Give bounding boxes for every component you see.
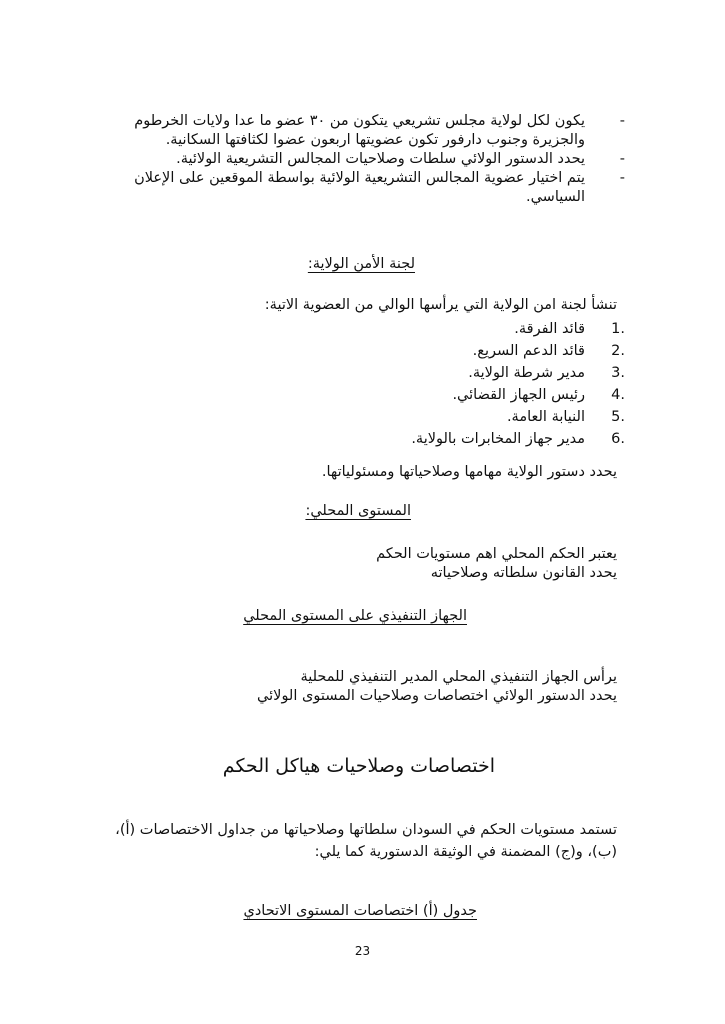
list-item-number: 3.	[611, 365, 625, 381]
list-item	[105, 150, 625, 169]
list-item-number: 2.	[611, 343, 625, 359]
bullet-dash: -	[619, 151, 625, 167]
list-item-text: قائد الفرقة.	[514, 321, 585, 337]
page-number: 23	[354, 944, 371, 958]
list-item-text: النيابة العامة.	[506, 409, 585, 425]
list-item-number: 6.	[611, 431, 625, 447]
list-item	[105, 340, 625, 362]
competence-paragraph: تستمد مستويات الحكم في السودان سلطاتها وصلاحياتها من جداول الاختصاصات (أ)، (ب)، و(ج) المضمنة في الوثيقة الدستورية كما يلي:	[115, 822, 617, 860]
list-item-text: قائد الدعم السريع.	[472, 343, 585, 359]
local-line-1: يعتبر الحكم المحلي اهم مستويات الحكم	[376, 546, 617, 562]
list-item	[105, 169, 625, 207]
intro-bullet-list	[105, 112, 625, 207]
bullet-dash: -	[619, 113, 625, 129]
list-item	[105, 406, 625, 428]
exec-line-1: يرأس الجهاز التنفيذي المحلي المدير التنفيذي للمحلية	[300, 669, 617, 685]
list-item-text: يحدد الدستور الولائي سلطات وصلاحيات المجالس التشريعية الولائية.	[176, 151, 585, 167]
table-a-heading: جدول (أ) اختصاصات المستوى الاتحادي	[243, 903, 477, 919]
bullet-dash: -	[619, 170, 625, 186]
list-item	[105, 362, 625, 384]
list-item-text: مدير جهاز المخابرات بالولاية.	[411, 431, 585, 447]
list-item-text: يتم اختيار عضوية المجالس التشريعية الولائية بواسطة الموقعين على الإعلان السياسي.	[134, 170, 585, 205]
list-item-number: 5.	[611, 409, 625, 425]
list-item	[105, 384, 625, 406]
local-executive-text	[97, 668, 617, 706]
list-item-text: يكون لكل لولاية مجلس تشريعي يتكون من ٣٠ عضو ما عدا ولايات الخرطوم والجزيرة وجنوب دارفور تكون عضويتها اربعون عضوا لكثافتها السكانية.	[134, 113, 585, 148]
local-level-text	[97, 545, 617, 583]
list-item-text: مدير شرطة الولاية.	[468, 365, 585, 381]
list-item	[105, 428, 625, 450]
section-title: اختصاصات وصلاحيات هياكل الحكم	[222, 755, 495, 777]
list-item-text: رئيس الجهاز القضائي.	[452, 387, 585, 403]
security-committee-heading: لجنة الأمن الولاية:	[307, 256, 415, 272]
security-intro: تنشأ لجنة امن الولاية التي يرأسها الوالي من العضوية الاتية:	[264, 297, 617, 313]
local-level-heading: المستوى المحلي:	[305, 503, 411, 519]
list-item-number: 4.	[611, 387, 625, 403]
security-closing: يحدد دستور الولاية مهامها وصلاحياتها ومسئولياتها.	[321, 464, 617, 480]
list-item-number: 1.	[611, 321, 625, 337]
list-item	[105, 318, 625, 340]
security-members-list	[105, 318, 625, 450]
list-item	[105, 112, 625, 150]
local-line-2: يحدد القانون سلطاته وصلاحياته	[430, 565, 617, 581]
exec-line-2: يحدد الدستور الولائي اختصاصات وصلاحيات المستوى الولائي	[257, 688, 617, 704]
local-executive-heading: الجهاز التنفيذي على المستوى المحلي	[243, 608, 467, 624]
